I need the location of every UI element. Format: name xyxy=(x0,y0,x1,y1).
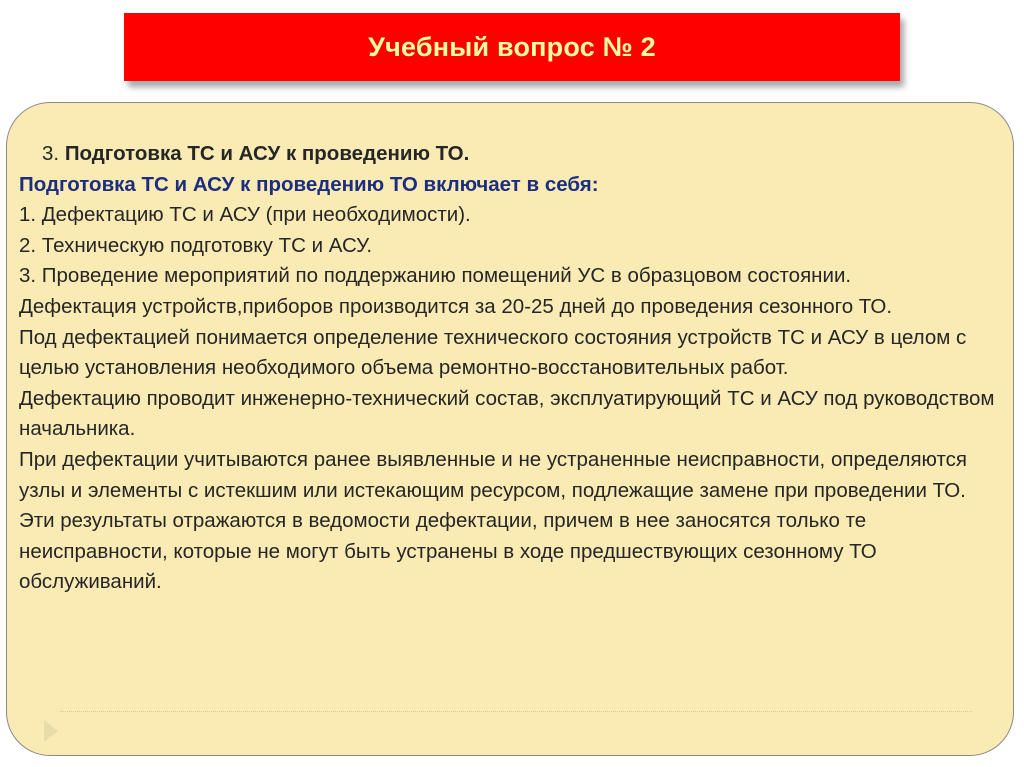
paragraph: Эти результаты отражаются в ведомости дефектации, причем в нее заносятся только те неисправности, которые не могут быть устранены в ходе предшествующих сезонному ТО обслуживаний. xyxy=(19,509,877,594)
header-banner xyxy=(124,13,900,81)
list-item: 3. Проведение мероприятий по поддержанию помещений УС в образцовом состоянии. xyxy=(19,264,852,288)
section-number: 3. xyxy=(42,142,60,165)
section-heading xyxy=(19,139,1009,170)
paragraph: Дефектацию проводит инженерно-технический состав, эксплуатирующий ТС и АСУ под руководством начальника. xyxy=(19,386,995,441)
slide-title: Учебный вопрос № 2 xyxy=(368,31,656,62)
section-title: Подготовка ТС и АСУ к проведению ТО. xyxy=(64,142,470,165)
paragraph: Под дефектацией понимается определение технического состояния устройств ТС и АСУ в целом с целью установления необходимого объема ремонтно-восстановительных работ. xyxy=(19,325,967,380)
play-triangle-icon[interactable] xyxy=(44,720,58,742)
content-text xyxy=(19,139,1009,598)
paragraph: Дефектация устройств,приборов производится за 20-25 дней до проведения сезонного ТО. xyxy=(19,294,893,318)
list-item: 1. Дефектацию ТС и АСУ (при необходимости). xyxy=(19,203,471,227)
list-item: 2. Техническую подготовку ТС и АСУ. xyxy=(19,233,373,257)
paragraph: При дефектации учитываются ранее выявленные и не устраненные неисправности, определяются узлы и элементы с истекшим или истекающим ресурсом, подлежащие замене при проведении ТО. xyxy=(19,447,967,502)
footer-divider xyxy=(60,711,972,712)
includes-heading: Подготовка ТС и АСУ к проведению ТО включает в себя: xyxy=(19,172,599,196)
